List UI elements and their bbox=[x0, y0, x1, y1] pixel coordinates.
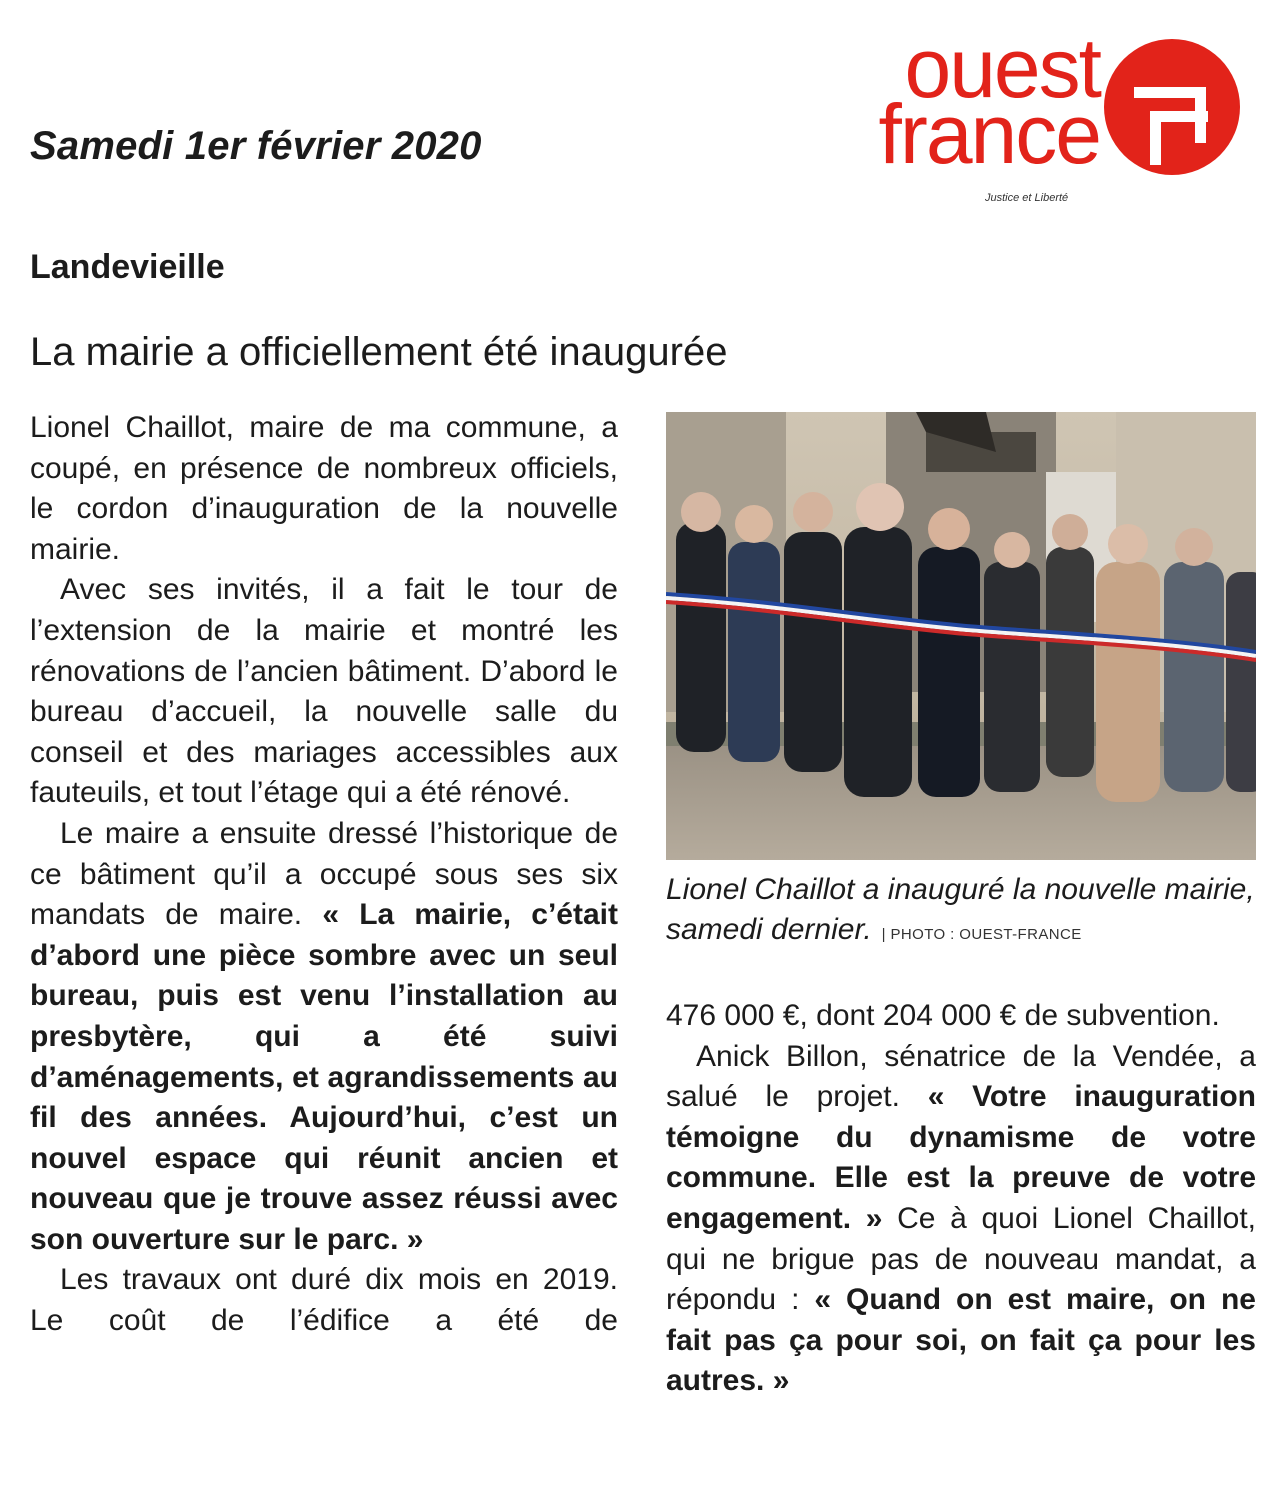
paragraph-4-continued: 476 000 €, dont 204 000 € de subvention. bbox=[666, 999, 1220, 1032]
publication-date: Samedi 1er février 2020 bbox=[30, 124, 482, 168]
photo-credit: | PHOTO : OUEST-FRANCE bbox=[881, 926, 1082, 943]
paragraph-2: Avec ses invités, il a fait le tour de l’extension de la mairie et montré les rénovations de l’ancien bâtiment. D’abord le bureau d’accueil, la nouvelle salle du conseil et des mariages accessibles aux fauteuils, et tout l’étage qui a été rénové. bbox=[30, 573, 618, 810]
article-column-2 bbox=[666, 996, 1256, 1402]
paragraph-3 bbox=[30, 814, 618, 1261]
photo-caption bbox=[666, 870, 1266, 955]
inauguration-photo bbox=[666, 412, 1256, 860]
article-headline: La mairie a officiellement été inaugurée bbox=[30, 330, 728, 374]
paragraph-5-text: Anick Billon, sénatrice de la Vendée, a salué le projet. bbox=[666, 1039, 1256, 1114]
paragraph-3-quote: « La mairie, c’était d’abord une pièce sombre avec un seul bureau, puis est venu l’installation au presbytère, qui a été suivi d’aménagements, et agrandissements au fil des années. Aujourd’hui, c’est un nouvel espace qui réunit ancien et nouveau que je trouve assez réussi avec son ouverture sur le parc. » bbox=[30, 898, 618, 1256]
paragraph-3-text: Le maire a ensuite dressé l’historique de ce bâtiment qu’il a occupé sous ses six mandats de maire. bbox=[30, 816, 618, 932]
photo-caption-text: Lionel Chaillot a inauguré la nouvelle mairie, samedi dernier. bbox=[666, 873, 1255, 946]
ouest-france-logo bbox=[770, 21, 1250, 215]
article-column-1 bbox=[30, 408, 618, 1342]
logo-wordmark bbox=[780, 21, 1100, 181]
article-location: Landevieille bbox=[30, 248, 225, 286]
paragraph-5-quote: « Votre inauguration témoigne du dynamisme de votre commune. Elle est la preuve de votre engagement. » bbox=[666, 1080, 1257, 1235]
logo-tagline: Justice et Liberté bbox=[985, 192, 1069, 204]
paragraph-5-quote-2: « Quand on est maire, on ne fait pas ça pour soi, on fait ça pour les autres. » bbox=[666, 1283, 1256, 1398]
paragraph-5-text-2: Ce à quoi Lionel Chaillot, qui ne brigue pas de nouveau mandat, a répondu : bbox=[666, 1201, 1256, 1317]
logo-line-ouest: ouest bbox=[904, 21, 1100, 115]
logo-line-france: france bbox=[878, 87, 1100, 181]
paragraph-4: Les travaux ont duré dix mois en 2019. Le coût de l’édifice a été de bbox=[30, 1263, 618, 1338]
paragraph-1: Lionel Chaillot, maire de ma commune, a coupé, en présence de nombreux officiels, le cordon d’inauguration de la nouvelle mairie. bbox=[30, 411, 618, 566]
inauguration-photo-illustration bbox=[666, 412, 1256, 860]
logo-circle-icon bbox=[1104, 39, 1240, 175]
paragraph-5 bbox=[666, 1037, 1256, 1402]
